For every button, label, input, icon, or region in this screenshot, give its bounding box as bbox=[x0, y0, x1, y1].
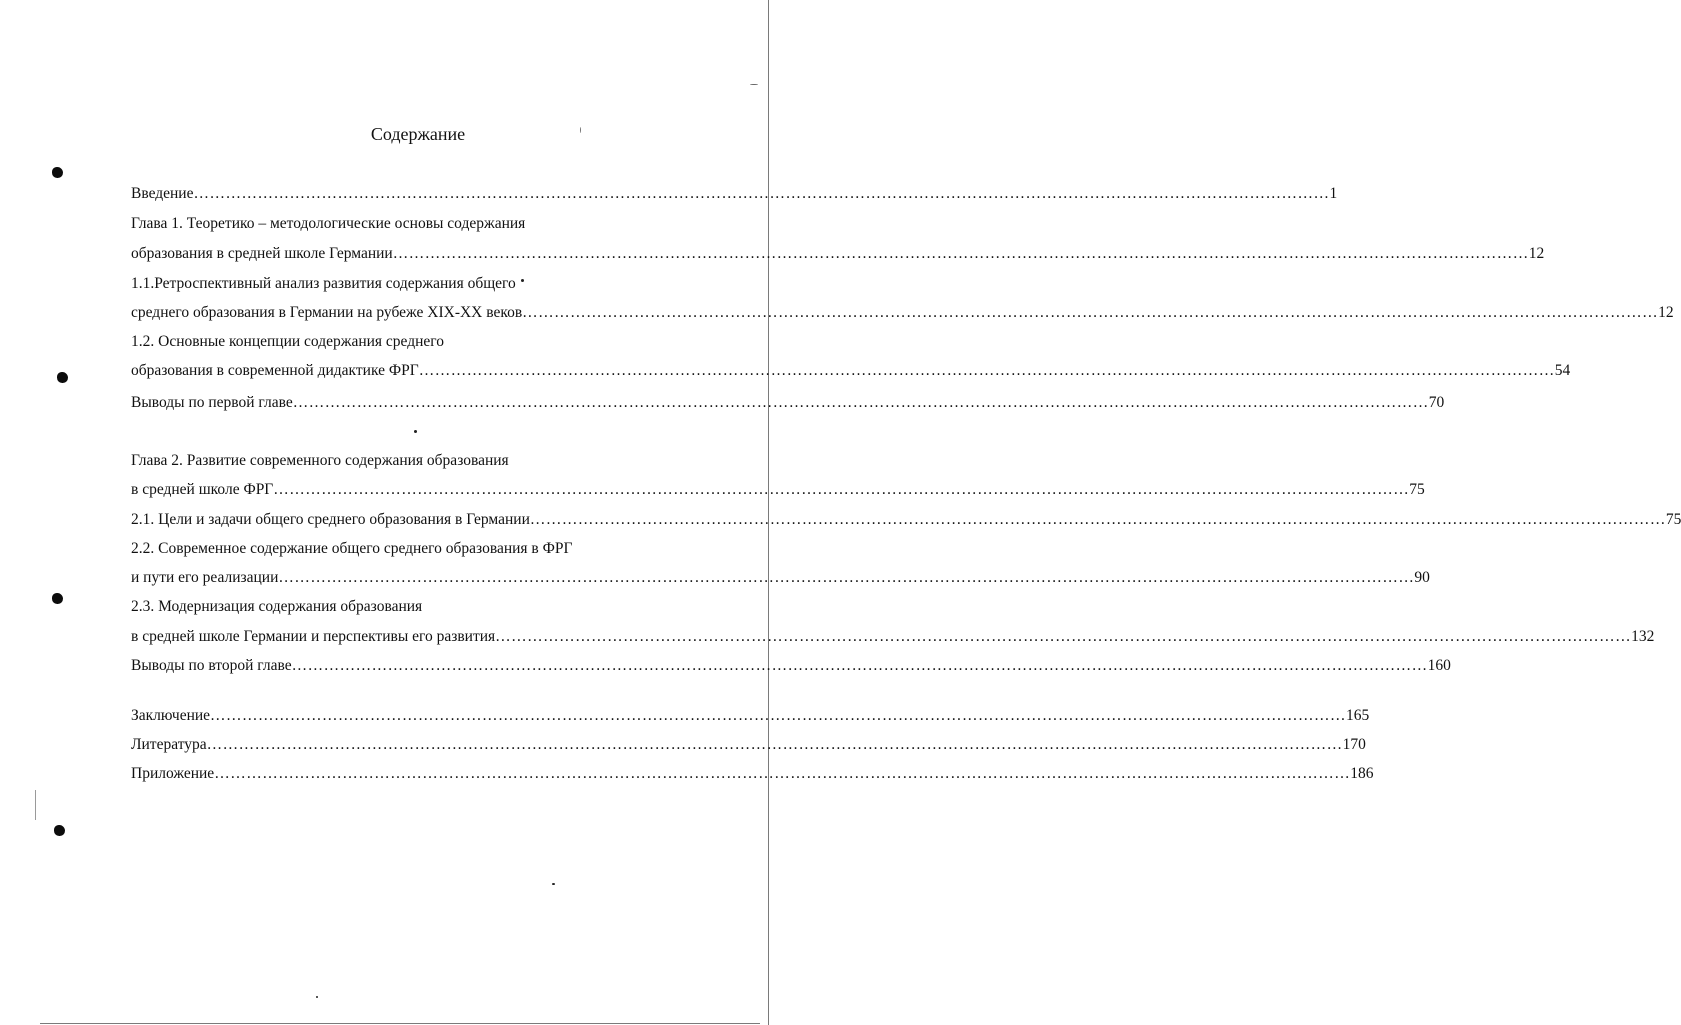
toc-page-number: 90 bbox=[1414, 569, 1430, 586]
toc-entry[interactable] bbox=[131, 509, 1681, 531]
toc-page-number: 1 bbox=[1329, 185, 1338, 202]
toc-entry[interactable] bbox=[131, 243, 1545, 265]
toc-entry[interactable] bbox=[131, 705, 1370, 727]
toc-dot-leader: …………………………………………………………………………………………………………………………………………………………………………………………… bbox=[278, 569, 1415, 586]
toc-entry[interactable] bbox=[131, 183, 1338, 205]
scan-edge-bottom bbox=[40, 1023, 760, 1024]
scan-speck bbox=[316, 996, 318, 998]
toc-entry-text: Литература bbox=[131, 736, 207, 753]
toc-dot-leader: …………………………………………………………………………………………………………………………………………………………………………………………… bbox=[495, 628, 1632, 645]
toc-dot-leader: …………………………………………………………………………………………………………………………………………………………………………………………… bbox=[522, 304, 1659, 321]
toc-heading-line: 1.2. Основные концепции содержания среднего bbox=[131, 333, 445, 350]
toc-entry[interactable] bbox=[131, 360, 1571, 382]
toc-dot-leader: …………………………………………………………………………………………………………………………………………………………………………………………… bbox=[291, 657, 1428, 674]
toc-dot-leader: …………………………………………………………………………………………………………………………………………………………………………………………… bbox=[392, 245, 1529, 262]
toc-entry[interactable] bbox=[131, 302, 1674, 324]
toc-entry[interactable] bbox=[131, 763, 1374, 785]
toc-entry[interactable] bbox=[131, 392, 1445, 414]
toc-entry[interactable] bbox=[131, 655, 1451, 677]
toc-page-number: 132 bbox=[1631, 628, 1655, 645]
toc-entry-text: Введение bbox=[131, 185, 194, 202]
binding-hole-mark bbox=[54, 825, 65, 836]
toc-entry[interactable] bbox=[131, 567, 1430, 589]
toc-heading-line: 1.1.Ретроспективный анализ развития содержания общего bbox=[131, 275, 516, 292]
toc-entry-text: Выводы по первой главе bbox=[131, 394, 293, 411]
toc-page-number: 70 bbox=[1428, 394, 1445, 411]
toc-entry-text: Выводы по второй главе bbox=[131, 657, 292, 674]
toc-dot-leader: …………………………………………………………………………………………………………………………………………………………………………………………… bbox=[273, 481, 1410, 498]
toc-page-number: 75 bbox=[1665, 511, 1681, 528]
toc-heading-line: Глава 1. Теоретико – методологические основы содержания bbox=[131, 215, 526, 232]
scan-speck bbox=[414, 430, 417, 433]
toc-entry-text: Приложение bbox=[131, 765, 215, 782]
toc-page-number: 186 bbox=[1350, 765, 1374, 782]
scan-speck bbox=[552, 883, 555, 885]
toc-heading-line: Глава 2. Развитие современного содержания образования bbox=[131, 452, 509, 469]
toc-entry-text: в средней школе Германии и перспективы его развития bbox=[131, 628, 496, 645]
toc-dot-leader: …………………………………………………………………………………………………………………………………………………………………………………………… bbox=[193, 185, 1330, 202]
binding-hole-mark bbox=[52, 593, 63, 604]
scan-edge-left-mark bbox=[35, 790, 36, 820]
toc-entry-text: образования в средней школе Германии bbox=[131, 245, 393, 262]
page-title: Содержание bbox=[370, 124, 466, 144]
toc-dot-leader: …………………………………………………………………………………………………………………………………………………………………………………………… bbox=[214, 765, 1351, 782]
toc-page-number: 170 bbox=[1342, 736, 1366, 753]
scan-speck bbox=[750, 84, 758, 85]
toc-entry-text: в средней школе ФРГ bbox=[131, 481, 274, 498]
toc-dot-leader: …………………………………………………………………………………………………………………………………………………………………………………………… bbox=[292, 394, 1429, 411]
toc-page-number: 54 bbox=[1554, 362, 1571, 379]
toc-page-number: 75 bbox=[1409, 481, 1425, 498]
toc-heading-line: 2.3. Модернизация содержания образования bbox=[131, 598, 423, 615]
toc-dot-leader: …………………………………………………………………………………………………………………………………………………………………………………………… bbox=[529, 511, 1666, 528]
toc-entry-text: Заключение bbox=[131, 707, 211, 724]
toc-entry-text: образования в современной дидактике ФРГ bbox=[131, 362, 419, 379]
toc-dot-leader: …………………………………………………………………………………………………………………………………………………………………………………………… bbox=[210, 707, 1347, 724]
toc-page-number: 165 bbox=[1346, 707, 1370, 724]
toc-page-number: 160 bbox=[1427, 657, 1451, 674]
toc-entry[interactable] bbox=[131, 626, 1655, 648]
toc-page-number: 12 bbox=[1658, 304, 1674, 321]
toc-entry[interactable] bbox=[131, 734, 1366, 756]
toc-heading-line: 2.2. Современное содержание общего среднего образования в ФРГ bbox=[131, 540, 573, 557]
toc-dot-leader: …………………………………………………………………………………………………………………………………………………………………………………………… bbox=[206, 736, 1343, 753]
binding-hole-mark bbox=[57, 372, 68, 383]
binding-hole-mark bbox=[52, 167, 63, 178]
toc-entry-text: среднего образования в Германии на рубеже XIX-XX веков bbox=[131, 304, 523, 321]
toc-page-number: 12 bbox=[1528, 245, 1545, 262]
toc-entry-text: 2.1. Цели и задачи общего среднего образования в Германии bbox=[131, 511, 530, 528]
toc-dot-leader: …………………………………………………………………………………………………………………………………………………………………………………………… bbox=[418, 362, 1555, 379]
toc-entry[interactable] bbox=[131, 479, 1425, 501]
toc-entry-text: и пути его реализации bbox=[131, 569, 279, 586]
